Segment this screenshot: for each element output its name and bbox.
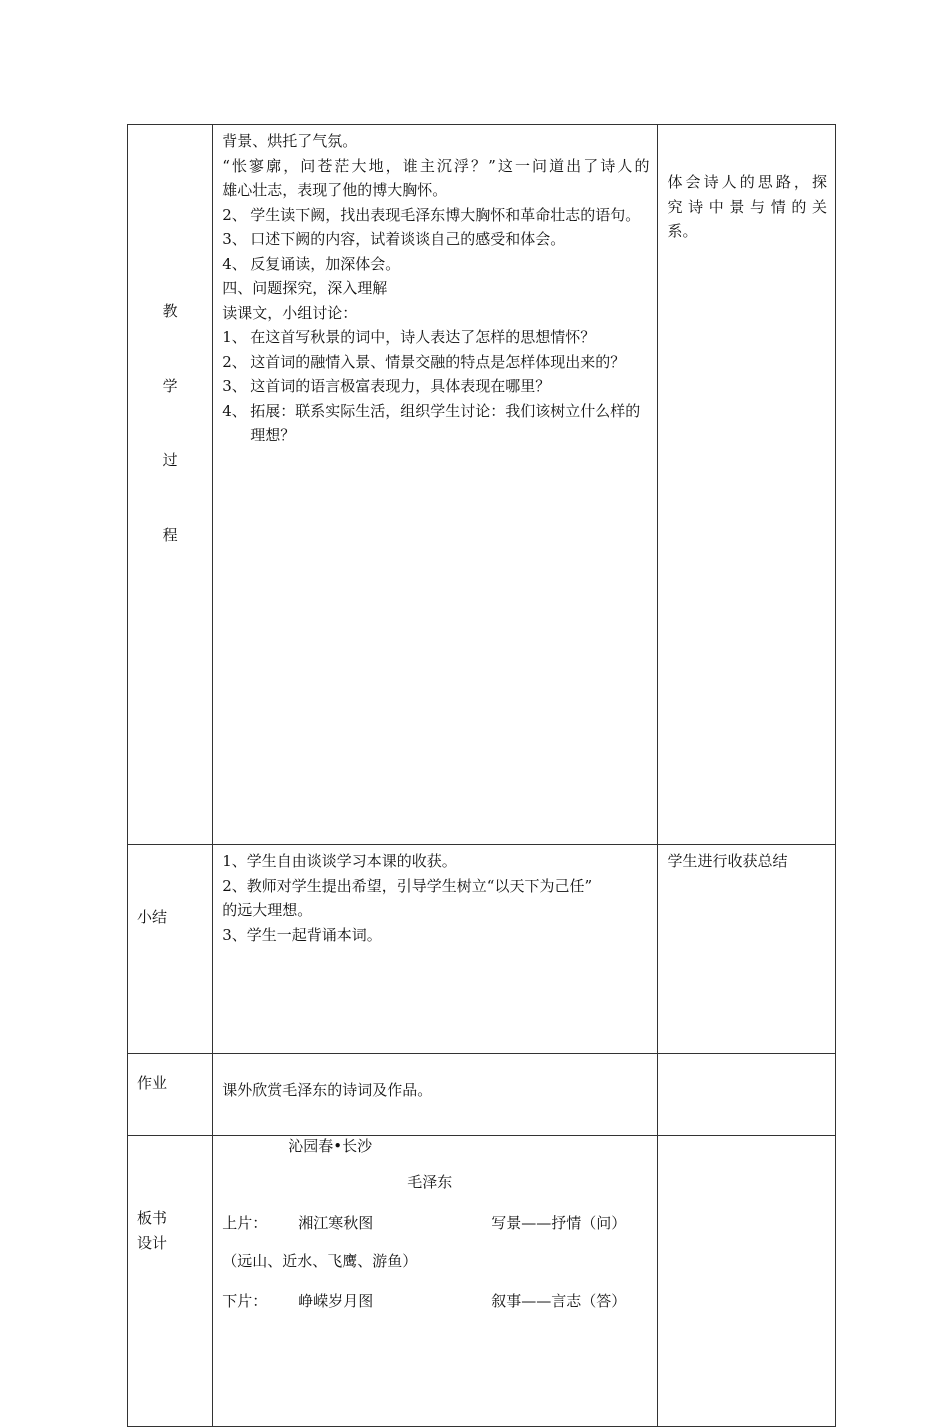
section-title: 四、问题探究，深入理解	[222, 279, 388, 297]
list-item: 2、 这首词的融情入景、情景交融的特点是怎样体现出来的？	[222, 352, 626, 371]
teaching-process-label	[128, 125, 213, 845]
summary-line: 3、学生一起背诵本词。	[222, 925, 382, 944]
intro-line: “怅寥廓，问苍茫大地，谁主沉浮？”这一问道出了诗人的	[222, 156, 650, 175]
poem-author: 毛泽东	[407, 1173, 453, 1191]
lower-theme: 叙事——言志（答）	[491, 1292, 627, 1310]
summary-line: 1、学生自由谈谈学习本课的收获。	[222, 852, 457, 870]
poem-title: 沁园春•长沙	[288, 1137, 373, 1155]
list-item: 3、 这首词的语言极富表现力，具体表现在哪里？	[222, 377, 551, 395]
label-char: 学	[162, 376, 178, 395]
homework-note	[658, 1054, 836, 1136]
homework-content: 课外欣赏毛泽东的诗词及作品。	[213, 1054, 658, 1136]
label-line: 板书	[137, 1209, 168, 1227]
label-line: 设计	[137, 1234, 168, 1252]
teaching-process-row	[128, 125, 836, 845]
list-item: 4、 拓展：联系实际生活，组织学生讨论：我们该树立什么样的理想？	[222, 401, 641, 444]
section-intro: 读课文，小组讨论：	[222, 303, 358, 322]
summary-line: 的远大理想。	[222, 901, 313, 919]
board-design-note	[658, 1136, 836, 1427]
list-item: 1、 在这首写秋景的词中，诗人表达了怎样的思想情怀？	[222, 328, 596, 346]
summary-content	[213, 845, 658, 1054]
board-design-content	[213, 1136, 658, 1427]
list-item: 2、 学生读下阙，找出表现毛泽东博大胸怀和革命壮志的语句。	[222, 205, 641, 224]
label-char: 教	[162, 302, 178, 320]
intro-line: 背景、烘托了气氛。	[222, 132, 358, 150]
homework-row	[128, 1054, 836, 1136]
teaching-process-content	[213, 125, 658, 845]
upper-label: 上片：	[222, 1214, 268, 1232]
list-item: 4、 反复诵读，加深体会。	[222, 254, 401, 273]
note-line: 系。	[667, 222, 698, 240]
label-char: 过	[162, 451, 178, 469]
upper-scene: 湘江寒秋图	[298, 1214, 374, 1232]
lower-label: 下片：	[222, 1292, 268, 1310]
summary-note: 学生进行收获总结	[658, 845, 836, 1054]
lower-scene: 峥嵘岁月图	[298, 1292, 374, 1310]
upper-theme: 写景——抒情（问）	[491, 1214, 627, 1232]
list-item: 3、 口述下阙的内容，试着谈谈自己的感受和体会。	[222, 230, 566, 248]
note-line: 体会诗人的思路，探	[667, 173, 827, 191]
lesson-plan-table	[127, 124, 836, 1427]
summary-line: 2、教师对学生提出希望，引导学生树立“以天下为己任”	[222, 876, 593, 895]
board-design-label	[128, 1136, 213, 1427]
teaching-process-note	[658, 125, 836, 845]
note-line: 究诗中景与情的关	[667, 197, 827, 216]
label-char: 程	[162, 525, 178, 544]
intro-line: 雄心壮志，表现了他的博大胸怀。	[222, 181, 448, 199]
board-design-row	[128, 1136, 836, 1427]
upper-detail: （远山、近水、飞鹰、游鱼）	[222, 1252, 418, 1270]
homework-label: 作业	[128, 1054, 213, 1136]
summary-label: 小结	[128, 845, 213, 1054]
summary-row	[128, 845, 836, 1054]
